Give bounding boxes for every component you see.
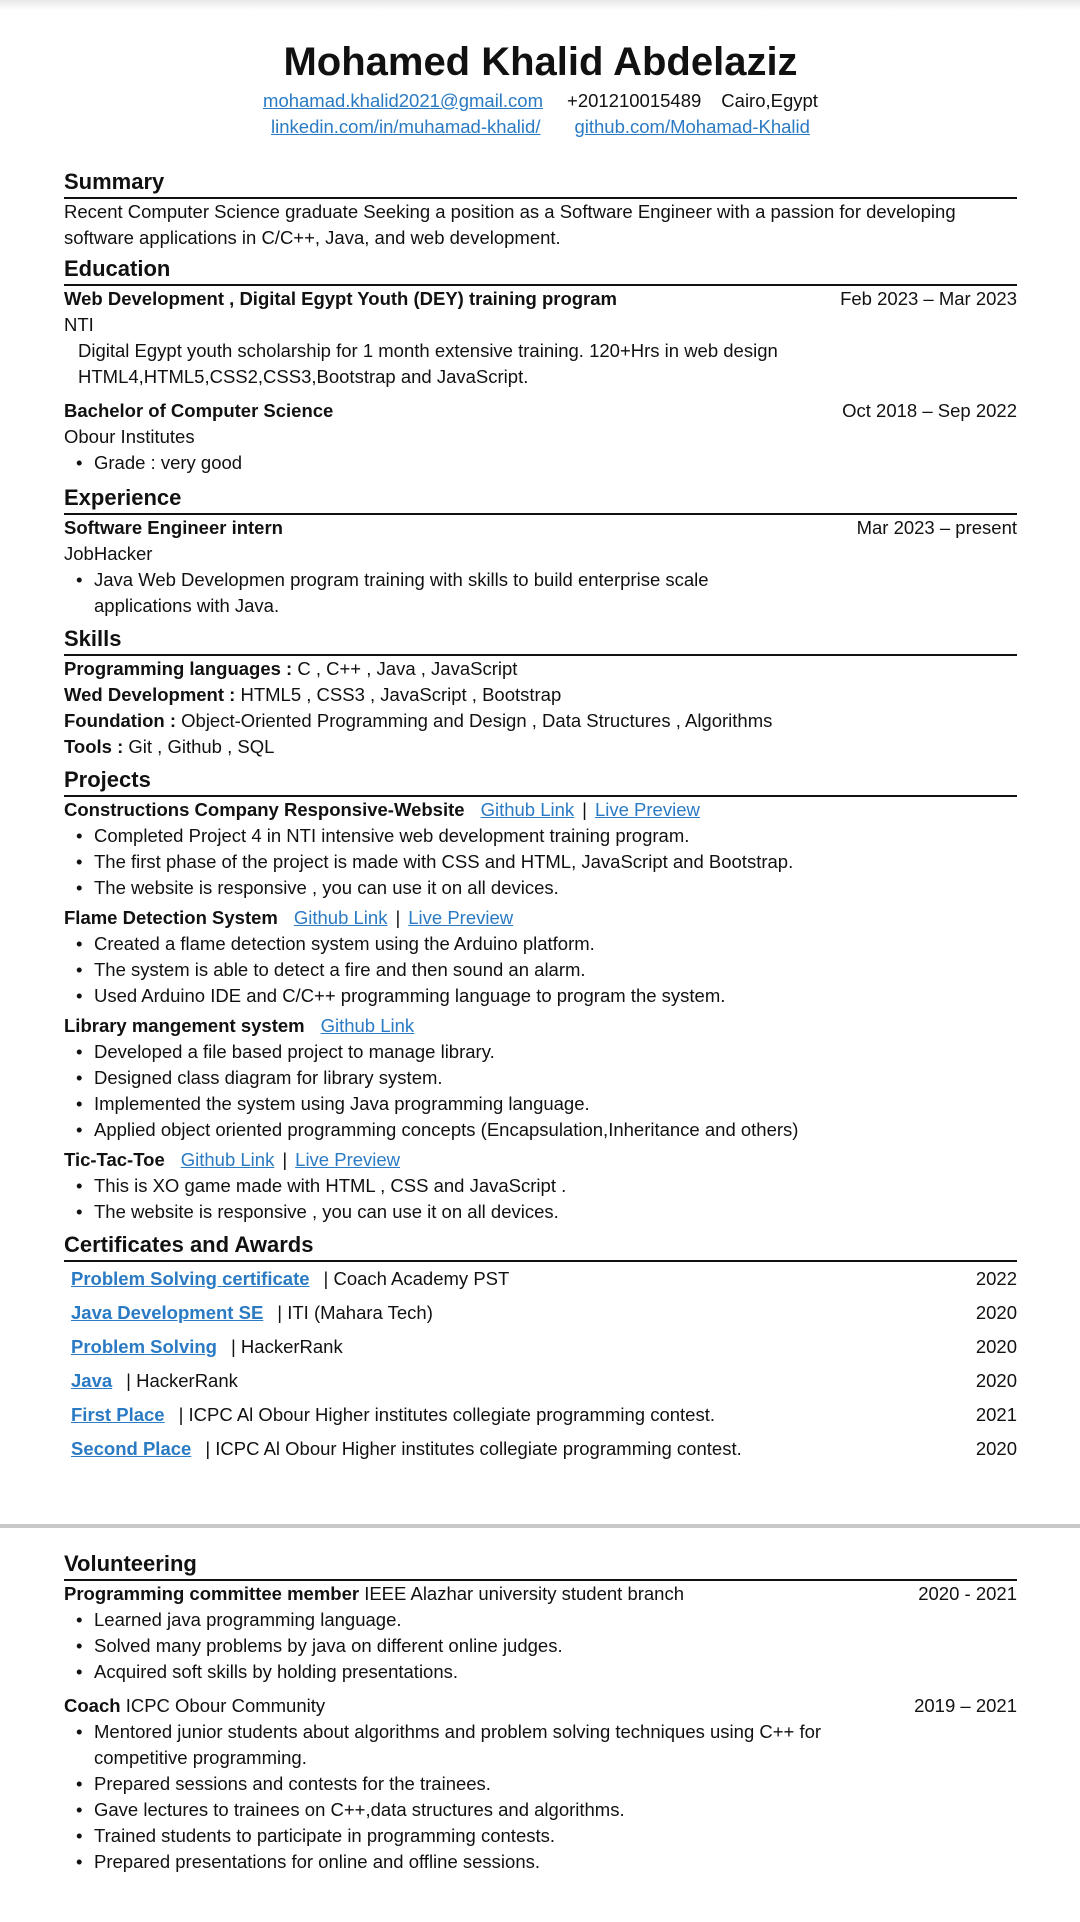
- candidate-name: Mohamed Khalid Abdelaziz: [283, 40, 798, 84]
- link-divider: |: [582, 799, 587, 820]
- certificate-issuer: | HackerRank: [126, 1370, 238, 1391]
- certificate-year: 2020: [975, 1438, 1017, 1459]
- bullet-item: • Completed Project 4 in NTI intensive web development training program.: [76, 823, 1017, 849]
- page-break-divider: [0, 1524, 1080, 1528]
- certificate-link[interactable]: Java: [71, 1370, 113, 1391]
- bullet-item: • Mentored junior students about algorithms and problem solving techniques using C++ for competitive programming.: [76, 1719, 824, 1771]
- project-name: Constructions Company Responsive-Website: [64, 799, 465, 820]
- skills-row: [64, 734, 1017, 760]
- bullet-item: • Trained students to participate in programming contests.: [76, 1823, 1017, 1849]
- skills-label: Programming languages :: [64, 658, 293, 679]
- bullet-item: • The website is responsive , you can use it on all devices.: [76, 875, 1017, 901]
- education-degree: Web Development , Digital Egypt Youth (DEY) training program: [64, 288, 617, 309]
- live-preview-link[interactable]: Live Preview: [594, 799, 700, 820]
- bullet-item: • Prepared presentations for online and offline sessions.: [76, 1849, 1017, 1875]
- certificate-year: 2020: [975, 1302, 1017, 1323]
- experience-role: Software Engineer intern: [64, 517, 283, 538]
- github-link[interactable]: Github Link: [293, 907, 388, 928]
- bullet-item: • Learned java programming language.: [76, 1607, 1017, 1633]
- certificate-row: [64, 1432, 1017, 1466]
- volunteer-role: Programming committee member: [64, 1583, 360, 1604]
- certificate-link[interactable]: Second Place: [71, 1438, 192, 1459]
- section-title-projects: Projects: [64, 766, 1017, 797]
- bullet-item: • Solved many problems by java on different online judges.: [76, 1633, 1017, 1659]
- project-name: Library mangement system: [64, 1015, 305, 1036]
- bullet-item: • Designed class diagram for library system.: [76, 1065, 1017, 1091]
- live-preview-link[interactable]: Live Preview: [295, 1149, 401, 1170]
- bullet-item: • Grade : very good: [76, 450, 1017, 476]
- volunteer-entry-header: [64, 1693, 1017, 1719]
- certificate-row: [64, 1296, 1017, 1330]
- project-header: [64, 1013, 1017, 1039]
- experience-entry-header: [64, 515, 1017, 541]
- experience-bullets: [64, 567, 1017, 619]
- project-bullets: [64, 931, 1017, 1009]
- education-org: Obour Institutes: [64, 426, 195, 447]
- contact-line-2: [64, 114, 1017, 140]
- skills-label: Tools :: [64, 736, 124, 757]
- bullet-item: • This is XO game made with HTML , CSS and JavaScript .: [76, 1173, 1017, 1199]
- github-link[interactable]: github.com/Mohamad-Khalid: [574, 116, 810, 137]
- education-date: Feb 2023 – Mar 2023: [840, 288, 1017, 309]
- certificate-year: 2020: [975, 1370, 1017, 1391]
- location: Cairo,Egypt: [721, 90, 818, 111]
- bullet-item: • The first phase of the project is made with CSS and HTML, JavaScript and Bootstrap.: [76, 849, 1017, 875]
- education-degree: Bachelor of Computer Science: [64, 400, 334, 421]
- certificate-row: [64, 1262, 1017, 1296]
- project-name: Flame Detection System: [64, 907, 278, 928]
- education-description: Digital Egypt youth scholarship for 1 month extensive training. 120+Hrs in web design HTML4,HTML5,CSS2,CSS3,Bootstrap and JavaScript.: [78, 340, 778, 387]
- volunteer-date: 2020 - 2021: [918, 1583, 1017, 1604]
- certificate-link[interactable]: Java Development SE: [71, 1302, 264, 1323]
- link-divider: |: [395, 907, 401, 928]
- project-bullets: [64, 823, 1017, 901]
- certificate-link[interactable]: First Place: [71, 1404, 165, 1425]
- bullet-item: • Gave lectures to trainees on C++,data structures and algorithms.: [76, 1797, 1017, 1823]
- page-top-shadow: [0, 0, 1080, 10]
- bullet-item: • Developed a file based project to manage library.: [76, 1039, 1017, 1065]
- certificate-row: [64, 1398, 1017, 1432]
- certificate-issuer: | ITI (Mahara Tech): [277, 1302, 433, 1323]
- project-header: [64, 797, 1017, 823]
- bullet-item: • Implemented the system using Java programming language.: [76, 1091, 1017, 1117]
- education-bullets: [64, 450, 1017, 476]
- bullet-item: • Prepared sessions and contests for the trainees.: [76, 1771, 1017, 1797]
- certificate-link[interactable]: Problem Solving: [71, 1336, 217, 1357]
- github-link[interactable]: Github Link: [320, 1015, 415, 1036]
- volunteer-entry-header: [64, 1581, 1017, 1607]
- skills-value: Object-Oriented Programming and Design , Data Structures , Algorithms: [181, 710, 773, 731]
- bullet-item: • The website is responsive , you can use it on all devices.: [76, 1199, 1017, 1225]
- project-header: [64, 1147, 1017, 1173]
- certificate-row: [64, 1364, 1017, 1398]
- bullet-item: • The system is able to detect a fire and then sound an alarm.: [76, 957, 1017, 983]
- section-title-skills: Skills: [64, 625, 1017, 656]
- certificate-year: 2022: [975, 1268, 1017, 1289]
- skills-value: C , C++ , Java , JavaScript: [297, 658, 518, 679]
- bullet-item: • Created a flame detection system using the Arduino platform.: [76, 931, 1017, 957]
- volunteer-date: 2019 – 2021: [914, 1695, 1017, 1716]
- certificate-year: 2020: [975, 1336, 1017, 1357]
- skills-label: Foundation :: [64, 710, 176, 731]
- project-header: [64, 905, 1017, 931]
- bullet-item: • Acquired soft skills by holding presentations.: [76, 1659, 1017, 1685]
- certificate-issuer: | HackerRank: [230, 1336, 343, 1357]
- bullet-item: • Applied object oriented programming concepts (Encapsulation,Inheritance and others): [76, 1117, 1017, 1143]
- certificate-issuer: | ICPC Al Obour Higher institutes collegiate programming contest.: [205, 1438, 742, 1459]
- education-entry-header: [64, 286, 1017, 312]
- volunteer-org: ICPC Obour Community: [125, 1695, 326, 1716]
- certificate-link[interactable]: Problem Solving certificate: [71, 1268, 310, 1289]
- skills-label: Wed Development :: [64, 684, 236, 705]
- project-bullets: [64, 1039, 1017, 1143]
- section-title-volunteering: Volunteering: [64, 1550, 1017, 1581]
- section-title-experience: Experience: [64, 484, 1017, 515]
- certificate-year: 2021: [975, 1404, 1017, 1425]
- skills-row: [64, 708, 1017, 734]
- phone-number: +201210015489: [567, 90, 702, 111]
- live-preview-link[interactable]: Live Preview: [408, 907, 514, 928]
- section-title-certificates: Certificates and Awards: [64, 1231, 1017, 1262]
- resume-page-2: [64, 1550, 1017, 1875]
- certificate-issuer: | ICPC Al Obour Higher institutes collegiate programming contest.: [178, 1404, 715, 1425]
- skills-row: [64, 682, 1017, 708]
- experience-company: JobHacker: [64, 543, 153, 564]
- link-divider: |: [282, 1149, 288, 1170]
- email-link[interactable]: mohamad.khalid2021@gmail.com: [263, 90, 544, 111]
- experience-date: Mar 2023 – present: [856, 517, 1017, 538]
- skills-value: Git , Github , SQL: [128, 736, 275, 757]
- volunteer-bullets: [64, 1719, 1017, 1875]
- section-title-education: Education: [64, 255, 1017, 286]
- resume-page-1: [64, 36, 1017, 1466]
- github-link[interactable]: Github Link: [180, 1149, 275, 1170]
- github-link[interactable]: Github Link: [480, 799, 575, 820]
- contact-line-1: [64, 88, 1017, 114]
- certificate-issuer: | Coach Academy PST: [323, 1268, 510, 1289]
- bullet-item: • Java Web Developmen program training with skills to build enterprise scale applications with Java.: [76, 567, 784, 619]
- skills-value: HTML5 , CSS3 , JavaScript , Bootstrap: [240, 684, 562, 705]
- bullet-item: • Used Arduino IDE and C/C++ programming language to program the system.: [76, 983, 1017, 1009]
- certificate-row: [64, 1330, 1017, 1364]
- skills-row: [64, 656, 1017, 682]
- project-bullets: [64, 1173, 1017, 1225]
- summary-text: Recent Computer Science graduate Seeking a position as a Software Engineer with a passion for developing software applications in C/C++, Java, and web development.: [64, 201, 956, 248]
- education-date: Oct 2018 – Sep 2022: [842, 400, 1017, 421]
- education-entry-header: [64, 398, 1017, 424]
- project-name: Tic-Tac-Toe: [64, 1149, 165, 1170]
- volunteer-bullets: [64, 1607, 1017, 1685]
- volunteer-role: Coach: [64, 1695, 121, 1716]
- volunteer-org: IEEE Alazhar university student branch: [364, 1583, 685, 1604]
- section-title-summary: Summary: [64, 168, 1017, 199]
- education-org: NTI: [64, 314, 94, 335]
- linkedin-link[interactable]: linkedin.com/in/muhamad-khalid/: [271, 116, 541, 137]
